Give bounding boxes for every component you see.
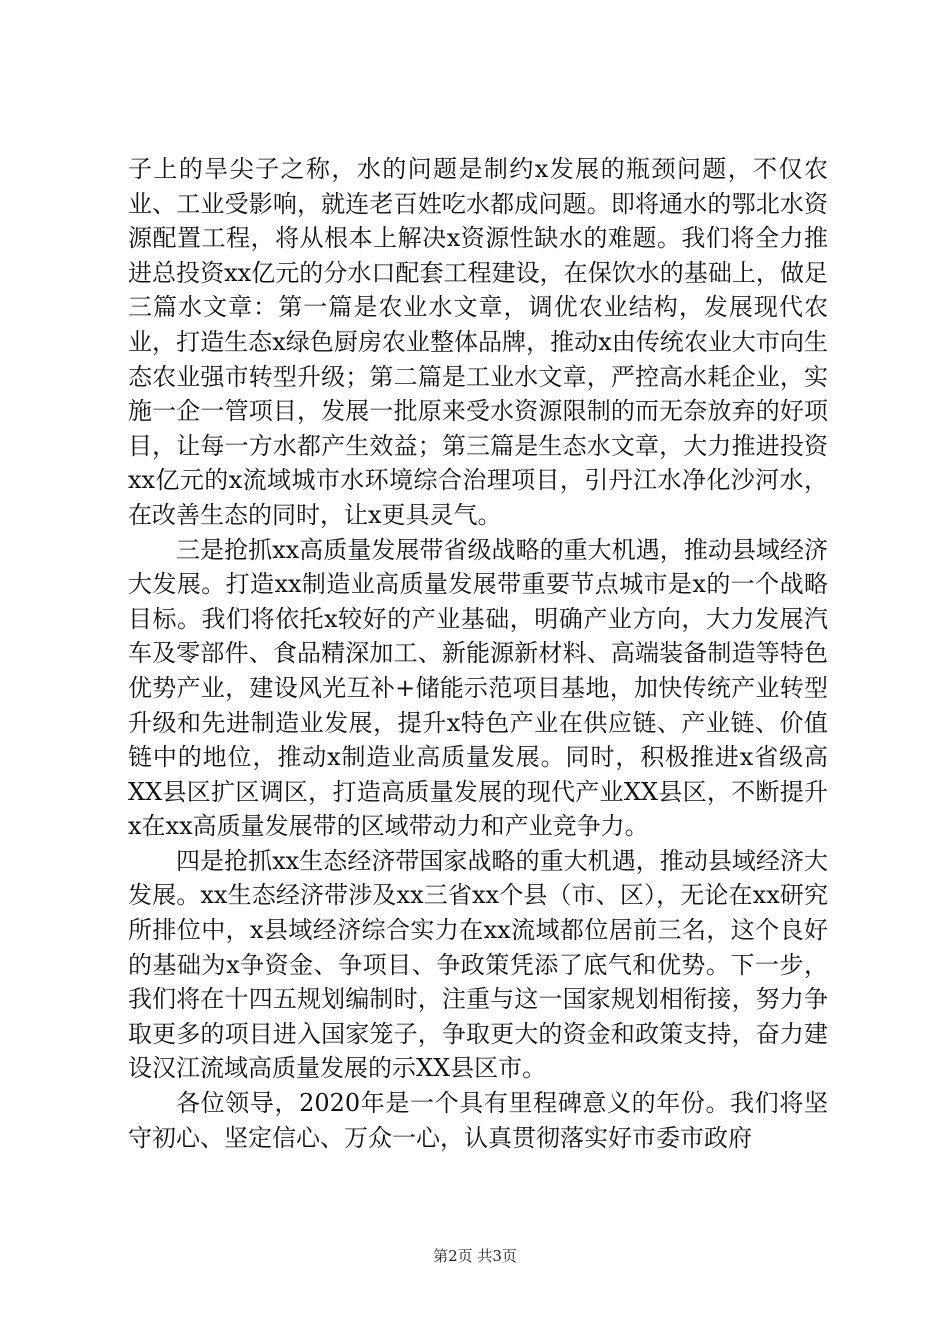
paragraph-3: 四是抢抓xx生态经济带国家战略的重大机遇，推动县域经济大发展。xx生态经济带涉及xx三省xx个县（市、区），无论在xx研究所排位中，x县域经济综合实力在xx流域都位居前三名，这个良好的基础为x争资金、争项目、争政策凭添了底气和优势。下一步，我们将在十四五规划编制时，注重与这一国家规划相衔接，努力争取更多的项目进入国家笼子，争取更大的资金和政策支持，奋力建设汉江流域高质量发展的示XX县区市。 bbox=[128, 846, 828, 1083]
paragraph-2: 三是抢抓xx高质量发展带省级战略的重大机遇，推动县域经济大发展。打造xx制造业高质量发展带重要节点城市是x的一个战略目标。我们将依托x较好的产业基础，明确产业方向，大力发展汽车及零部件、食品精深加工、新能源新材料、高端装备制造等特色优势产业，建设风光互补+储能示范项目基地，加快传统产业转型升级和先进制造业发展，提升x特色产业在供应链、产业链、价值链中的地位，推动x制造业高质量发展。同时，积极推进x省级高XX县区扩区调区，打造高质量发展的现代产业XX县区，不断提升x在xx高质量发展带的区域带动力和产业竞争力。 bbox=[128, 535, 828, 841]
page-footer bbox=[0, 1245, 950, 1266]
document-body bbox=[128, 152, 828, 1155]
page-number-label: 第2页 共3页 bbox=[433, 1247, 517, 1265]
paragraph-4: 各位领导，2020年是一个具有里程碑意义的年份。我们将坚守初心、坚定信心、万众一心，认真贯彻落实好市委市政府 bbox=[128, 1089, 828, 1152]
paragraph-1: 子上的旱尖子之称，水的问题是制约x发展的瓶颈问题，不仅农业、工业受影响，就连老百姓吃水都成问题。即将通水的鄂北水资源配置工程，将从根本上解决x资源性缺水的难题。我们将全力推进总投资xx亿元的分水口配套工程建设，在保饮水的基础上，做足三篇水文章：第一篇是农业水文章，调优农业结构，发展现代农业，打造生态x绿色厨房农业整体品牌，推动x由传统农业大市向生态农业强市转型升级；第二篇是工业水文章，严控高水耗企业，实施一企一管项目，发展一批原来受水资源限制的而无奈放弃的好项目，让每一方水都产生效益；第三篇是生态水文章，大力推进投资xx亿元的x流域城市水环境综合治理项目，引丹江水净化沙河水，在改善生态的同时，让x更具灵气。 bbox=[128, 155, 828, 529]
